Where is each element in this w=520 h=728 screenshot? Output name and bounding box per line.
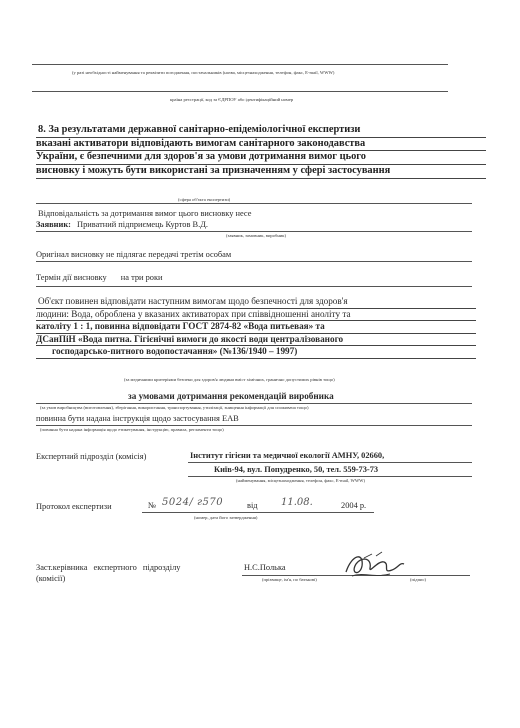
conditions-text: за умовами дотримання рекомендацій виробника xyxy=(128,391,334,401)
protocol-year: 2004 р. xyxy=(341,501,367,510)
signature-name: Н.С.Полька xyxy=(244,563,286,572)
section-8-line-1: 8. За результатами державної санітарно-епідеміологічної експертизи xyxy=(36,124,486,138)
top-caption-country: країна реєстрації, код за ЄДРПОУ або ідентифікаційний номер xyxy=(170,97,294,102)
applicant-caption: (заявник, замовник, виробник) xyxy=(226,233,287,238)
term-row xyxy=(36,273,476,283)
protocol-number-handwritten: 5024/ г570 xyxy=(162,497,224,508)
expert-value-1: Інститут гігієни та медичної екології АМНУ, 02660, xyxy=(190,451,385,460)
requirements-block xyxy=(36,296,476,359)
signature-caption-sign: (підпис) xyxy=(410,577,427,582)
expert-label: Експертний підрозділ (комісія) xyxy=(36,452,147,461)
signature-label-1: Заст.керівника експертного підрозділу xyxy=(36,563,181,572)
section-8-line-3: України, є безпечними для здоров'я за умови дотримання вимог цього xyxy=(36,151,486,165)
expert-value-2: Київ-94, вул. Попудренко, 50, тел. 559-73-73 xyxy=(214,465,379,474)
responsibility-line: Відповідальність за дотримання вимог цього висновку несе xyxy=(38,209,252,218)
conditions-caption: (за умов виробництва (виготовлення), зберігання, використання, транспортування, утилізації, знищення інформації для споживача тощо) xyxy=(40,405,309,410)
section-8-line-2: вказані активатори відповідають вимогам санітарного законодавства xyxy=(36,138,486,152)
section-8-caption: (сфера об'єкта експертизи) xyxy=(178,197,231,202)
applicant-value: Приватний підприємець Куртов В.Д. xyxy=(77,220,209,229)
requirements-line-3: католіту 1 : 1, повинна відповідати ГОСТ 2874-82 «Вода питьевая» та xyxy=(36,321,476,334)
expert-caption: (найменування, місцезнаходження, телефон, факс, E-mail, WWW) xyxy=(236,478,366,483)
instruction-caption: (повинна бути надана інформація щодо етикетування, інструкцію, правила, регламенти тощо) xyxy=(40,427,224,432)
instruction-text: повинна бути надана інструкція щодо застосування ЕАВ xyxy=(36,414,239,423)
signature-label-2: (комісії) xyxy=(36,574,66,583)
requirements-line-1: Об'єкт повинен відповідати наступним вимогам щодо безпечності для здоров'я xyxy=(36,296,476,309)
protocol-date-handwritten: 11.08. xyxy=(281,497,313,508)
section-8-line-4: висновку і можуть бути використані за призначенням у сфері застосування xyxy=(36,165,486,179)
requirements-line-2: людини: Вода, оброблена у вказаних активаторах при співвідношенні аноліту та xyxy=(36,309,476,322)
section-8 xyxy=(36,124,486,179)
requirements-line-5: господарсько-питного водопостачання» (№136/1940 – 1997) xyxy=(36,346,476,359)
requirements-caption: (за медичними критеріями безпеки для здоров'я людини вміст хімічних, гранично допустимих рівнів тощо) xyxy=(124,377,335,382)
top-caption-suppliers: (у разі необхідності найменування та реквізити погодження, постачальників (назва, місцезнаходження, телефон, факс, E-mail, WWW) xyxy=(72,70,335,75)
applicant-label: Заявник: xyxy=(36,220,71,229)
protocol-label: Протокол експертизи xyxy=(36,502,112,511)
applicant-row xyxy=(36,220,476,230)
term-label: Термін дії висновку xyxy=(36,273,107,282)
protocol-caption: (номер, дата його затвердження) xyxy=(194,515,258,520)
protocol-from: від xyxy=(247,501,258,510)
protocol-number-prefix: № xyxy=(148,501,156,510)
original-note: Оригінал висновку не підлягає передачі третім особам xyxy=(36,250,232,259)
signature-caption-name: (прізвище, ім'я, по батькові) xyxy=(262,577,317,582)
requirements-line-4: ДСанПіН «Вода питна. Гігієнічні вимоги до якості води централізованого xyxy=(36,334,476,347)
handwritten-signature xyxy=(342,548,406,582)
term-value: на три роки xyxy=(120,273,163,282)
